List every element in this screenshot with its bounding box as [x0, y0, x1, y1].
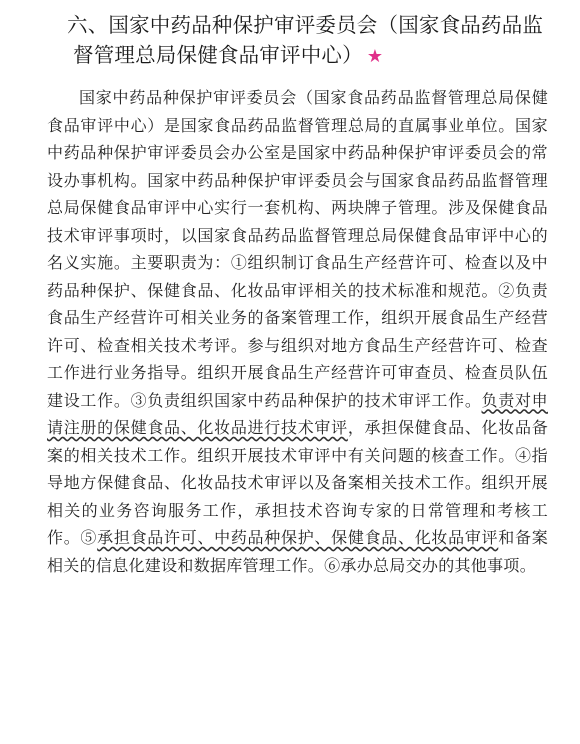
- section-heading-text: 六、国家中药品种保护审评委员会（国家食品药品监督管理总局保健食品审评中心）: [67, 13, 544, 67]
- section-heading: [47, 10, 548, 72]
- paragraph-text-3: 和备案相关的信息化建设和数据库管理工作。⑥承办总局交办的其他事项。: [47, 528, 548, 575]
- paragraph-text-1: 国家中药品种保护审评委员会（国家食品药品监督管理总局保健食品审评中心）是国家食品药品监督管理总局的直属事业单位。国家中药品种保护审评委员会办公室是国家中药品种保护审评委员会的常设办事机构。国家中药品种保护审评委员会与国家食品药品监督管理总局保健食品审评中心实行一套机构、两块牌子管理。涉及保健食品技术审评事项时，以国家食品药品监督管理总局保健食品审评中心的名义实施。主要职责为：①组织制订食品生产经营许可、检查以及中药品种保护、保健食品、化妆品审评相关的技术标准和规范。②负责食品生产经营许可相关业务的备案管理工作，组织开展食品生产经营许可、检查相关技术考评。参与组织对地方食品生产经营许可、检查工作进行业务指导。组织开展食品生产经营许可审查员、检查员队伍建设工作。③负责组织国家中药品种保护的技术审评工作。: [47, 88, 548, 410]
- wavy-underlined-text-1: 负责对申请注册的保健食品、化妆品进行技术审评: [47, 390, 548, 437]
- body-paragraph: [47, 84, 548, 579]
- wavy-underlined-text-2: 承担食品许可、中药品种保护、保健食品、化妆品审评: [97, 528, 499, 547]
- paragraph-text-2: ，承担保健食品、化妆品备案的相关技术工作。组织开展技术审评中有关问题的核查工作。④指导地方保健食品、化妆品技术审评以及备案相关技术工作。组织开展相关的业务咨询服务工作，承担技术咨询专家的日常管理和考核工作。⑤: [47, 418, 548, 547]
- star-icon: ★: [366, 46, 384, 67]
